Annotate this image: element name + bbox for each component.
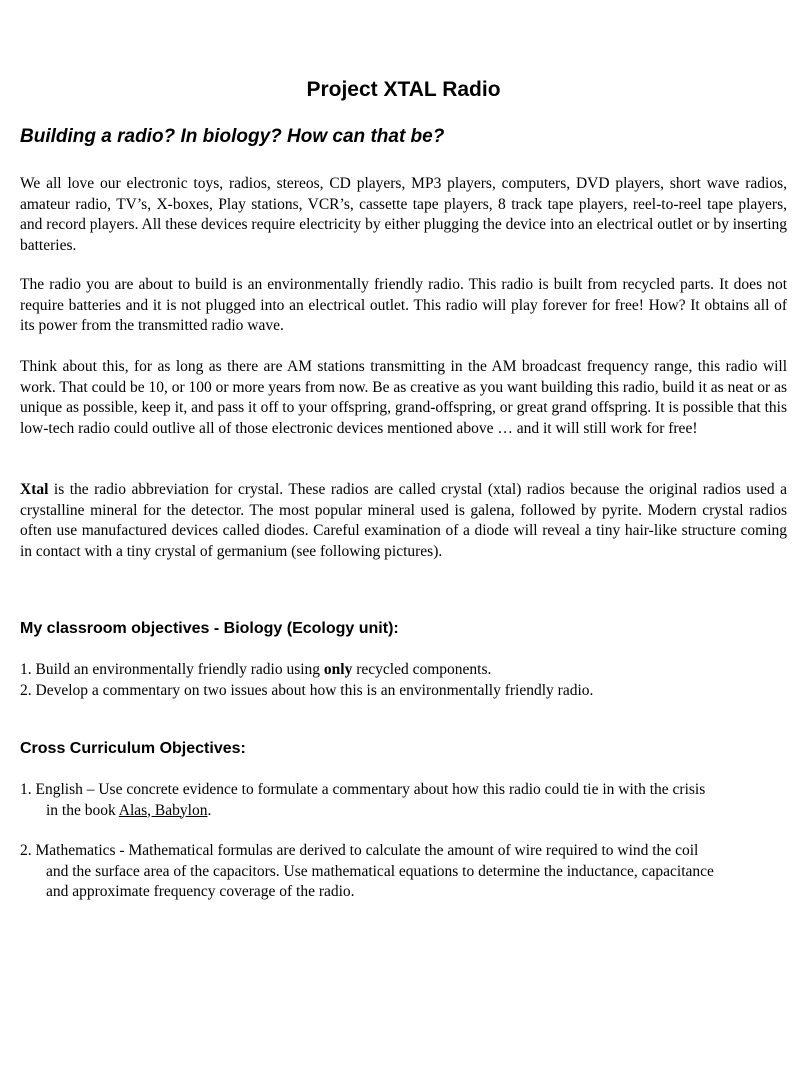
cross-curriculum-list (20, 780, 720, 903)
objective-text: 1. English – Use concrete evidence to formulate a commentary about how this radio could tie in with the crisis in the book (20, 781, 706, 819)
xtal-explanation: is the radio abbreviation for crystal. These radios are called crystal (xtal) radios because the original radios used a crystalline mineral for the detector. The most popular mineral used is galena, followed by pyrite. Modern crystal radios often use manufactured devices called diodes. Careful examination of a diode will reveal a tiny hair-like structure coming in contact with a tiny crystal of germanium (see following pictures). (20, 481, 787, 560)
cross-curriculum-heading: Cross Curriculum Objectives: (20, 740, 246, 757)
radio-description-paragraph: The radio you are about to build is an environmentally friendly radio. This radio is built from recycled parts. It does not require batteries and it is not plugged into an electrical outlet. This radio will play forever for free! How? It obtains all of its power from the transmitted radio wave. (20, 276, 787, 334)
intro-paragraph: We all love our electronic toys, radios, stereos, CD players, MP3 players, computers, DVD players, short wave radios, amateur radio, TV’s, X-boxes, Play stations, VCR’s, cassette tape players, 8 track tape players, reel-to-reel tape players, and record players. All these devices require electricity by either plugging the device into an electrical outlet or by inserting batteries. (20, 175, 787, 254)
list-item (20, 660, 720, 681)
xtal-term: Xtal (20, 481, 49, 498)
objective-text: 1. Build an environmentally friendly radio using (20, 661, 324, 678)
objective-emphasis: only (323, 661, 353, 678)
longevity-paragraph: Think about this, for as long as there are AM stations transmitting in the AM broadcast frequency range, this radio will work. That could be 10, or 100 or more years from now. Be as creative as you want building this radio, build it as neat or as unique as possible, keep it, and pass it off to your offspring, grand-offspring, or great grand offspring. It is possible that this low-tech radio could outlive all of those electronic devices mentioned above … and it will still work for free! (20, 358, 787, 437)
classroom-objectives-heading: My classroom objectives - Biology (Ecology unit): (20, 620, 399, 637)
list-item: 2. Mathematics - Mathematical formulas are derived to calculate the amount of wire required to wind the coil and the surface area of the capacitors. Use mathematical equations to determine the inductance, capacitance and approximate frequency coverage of the radio. (20, 842, 714, 900)
classroom-objectives-list (20, 660, 720, 701)
list-item: 2. Develop a commentary on two issues about how this is an environmentally friendly radio. (20, 681, 594, 699)
book-title: Alas, Babylon (118, 801, 208, 819)
list-item (20, 780, 720, 821)
page-subtitle: Building a radio? In biology? How can that be? (20, 126, 445, 147)
xtal-paragraph (20, 480, 787, 562)
page-title: Project XTAL Radio (306, 78, 501, 101)
objective-text: . (207, 801, 212, 819)
objective-text: recycled components. (352, 661, 492, 678)
